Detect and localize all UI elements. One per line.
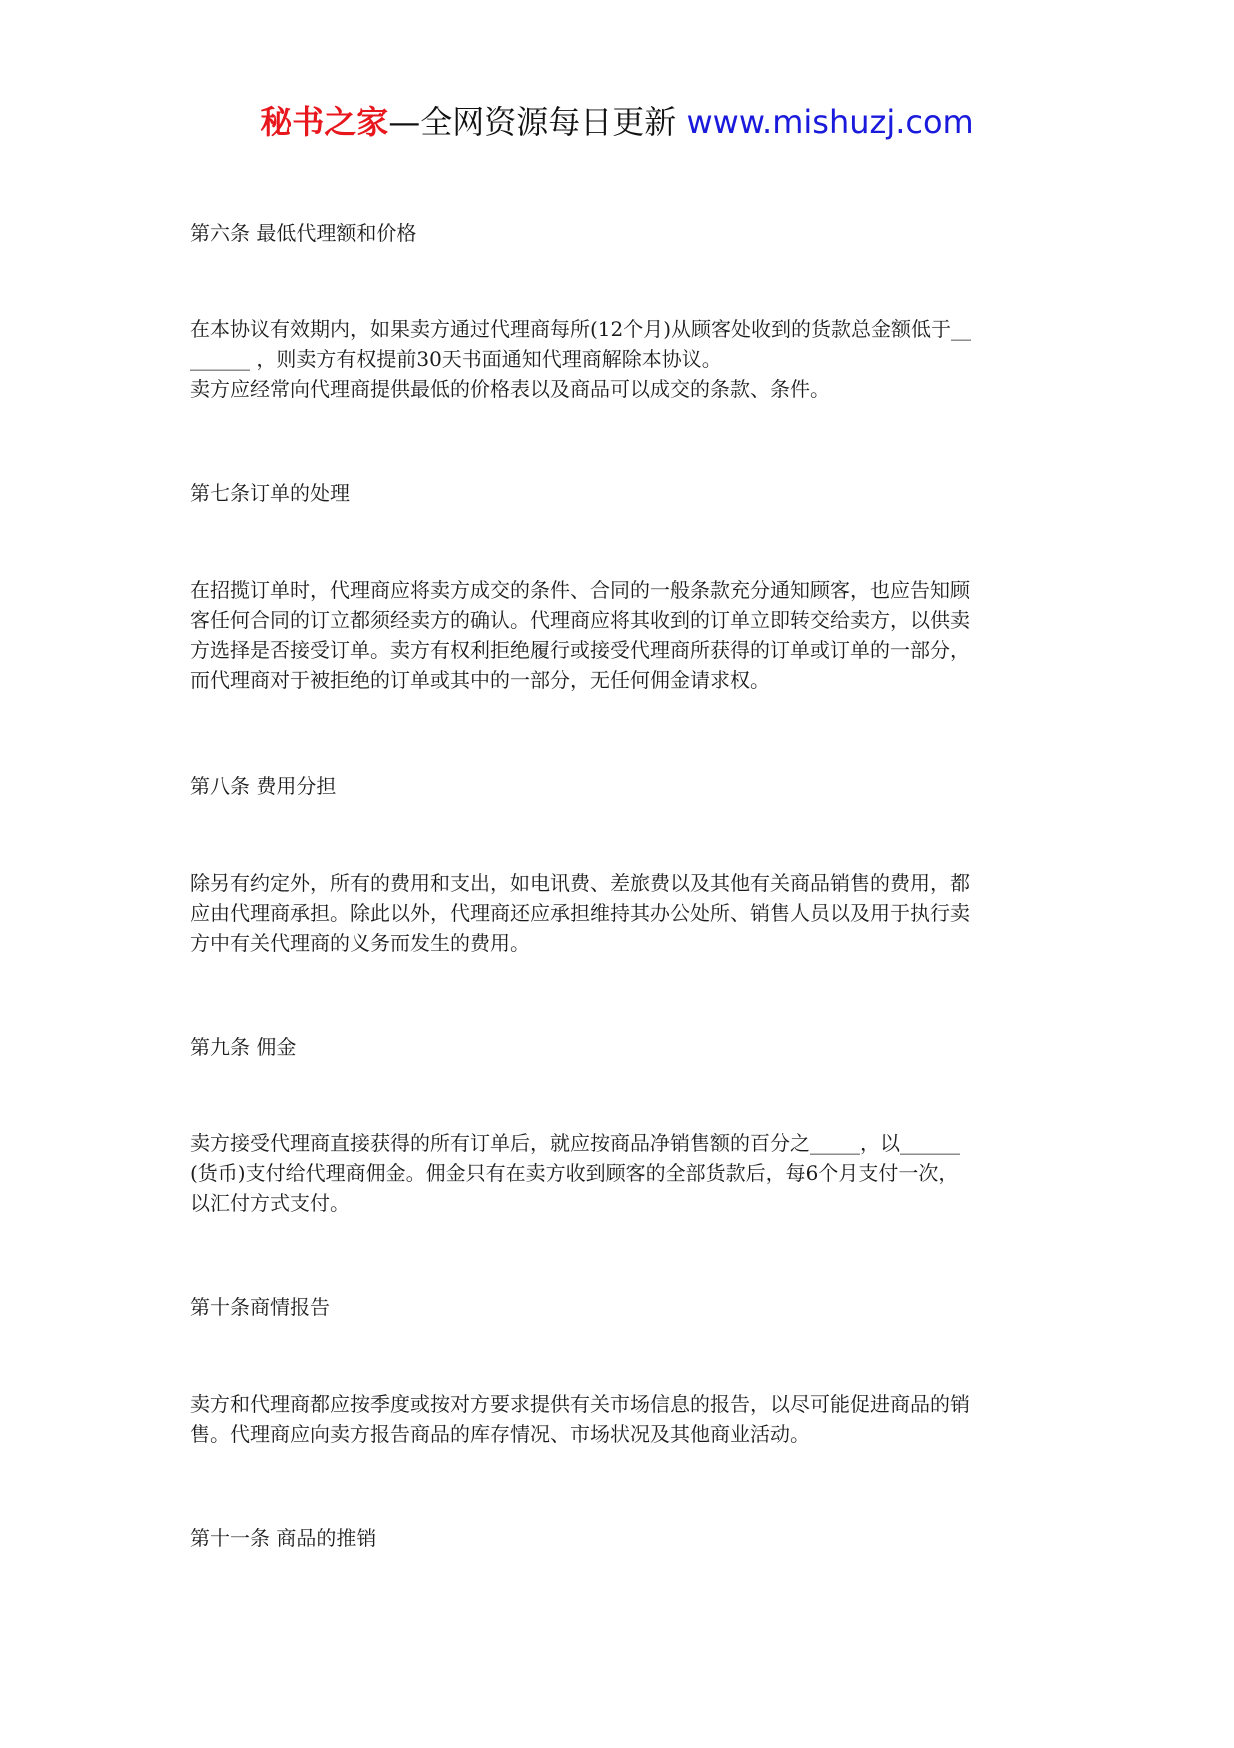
paragraph-line: 在本协议有效期内，如果卖方通过代理商每所(12个月)从顾客处收到的货款总金额低于__ [190, 317, 972, 341]
site-tagline: —全网资源每日更新 [388, 103, 687, 141]
section-title-11: 第十一条 商品的推销 [190, 1526, 377, 1550]
section-body-9 [190, 1128, 1050, 1218]
paragraph-line: 卖方接受代理商直接获得的所有订单后，就应按商品净销售额的百分之_____，以______ [190, 1131, 960, 1155]
section-title-8: 第八条 费用分担 [190, 774, 337, 798]
section-body-10 [190, 1389, 1050, 1449]
section-title-7: 第七条订单的处理 [190, 481, 350, 505]
paragraph-line: ______ ，则卖方有权提前30天书面通知代理商解除本协议。 [190, 347, 722, 371]
paragraph-line: 除另有约定外，所有的费用和支出，如电讯费、差旅费以及其他有关商品销售的费用，都 [190, 871, 970, 895]
paragraph-line: 应由代理商承担。除此以外，代理商还应承担维持其办公处所、销售人员以及用于执行卖 [190, 901, 970, 925]
site-banner [0, 100, 1234, 144]
section-body-8 [190, 868, 1050, 958]
section-title-9: 第九条 佣金 [190, 1035, 297, 1059]
section-title-10: 第十条商情报告 [190, 1295, 330, 1319]
paragraph-line: 卖方应经常向代理商提供最低的价格表以及商品可以成交的条款、条件。 [190, 377, 830, 401]
section-body-6 [190, 314, 1050, 404]
paragraph-line: (货币)支付给代理商佣金。佣金只有在卖方收到顾客的全部货款后，每6个月支付一次， [190, 1161, 959, 1185]
paragraph-line: 方选择是否接受订单。卖方有权利拒绝履行或接受代理商所获得的订单或订单的一部分， [190, 638, 970, 662]
site-brand: 秘书之家 [260, 103, 389, 141]
paragraph-line: 客任何合同的订立都须经卖方的确认。代理商应将其收到的订单立即转交给卖方，以供卖 [190, 608, 970, 632]
paragraph-line: 而代理商对于被拒绝的订单或其中的一部分，无任何佣金请求权。 [190, 668, 770, 692]
section-title-6: 第六条 最低代理额和价格 [190, 221, 417, 245]
section-body-7 [190, 575, 1050, 695]
site-url-link[interactable]: www.mishuzj.com [686, 103, 974, 141]
paragraph-line: 以汇付方式支付。 [190, 1191, 350, 1215]
paragraph-line: 在招揽订单时，代理商应将卖方成交的条件、合同的一般条款充分通知顾客，也应告知顾 [190, 578, 970, 602]
paragraph-line: 卖方和代理商都应按季度或按对方要求提供有关市场信息的报告，以尽可能促进商品的销 [190, 1392, 970, 1416]
paragraph-line: 售。代理商应向卖方报告商品的库存情况、市场状况及其他商业活动。 [190, 1422, 810, 1446]
paragraph-line: 方中有关代理商的义务而发生的费用。 [190, 931, 530, 955]
